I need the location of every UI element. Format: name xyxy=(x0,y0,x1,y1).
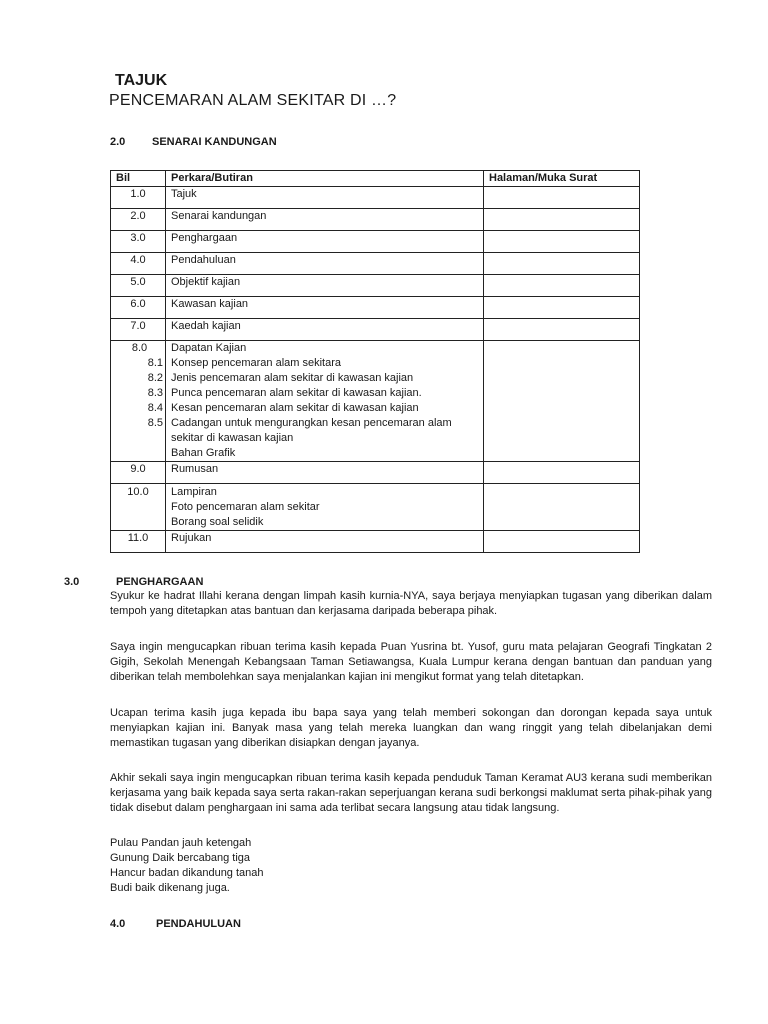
table-row xyxy=(111,297,640,319)
row-bil: 4.0 xyxy=(111,253,166,275)
table-header-row xyxy=(111,171,640,187)
row-item: Rujukan xyxy=(166,531,484,553)
row-item: Kawasan kajian xyxy=(166,297,484,319)
row-item-findings xyxy=(166,341,484,462)
row-page xyxy=(484,297,640,319)
pantun-line: Pulau Pandan jauh ketengah xyxy=(110,837,252,849)
row-page xyxy=(484,319,640,341)
row-page xyxy=(484,484,640,531)
row-page xyxy=(484,209,640,231)
table-row xyxy=(111,319,640,341)
row-page xyxy=(484,187,640,209)
sub-item-graphics: Bahan Grafik xyxy=(171,447,236,459)
contents-section-title: SENARAI KANDUNGAN xyxy=(152,136,277,148)
sub-number: 8.5 xyxy=(147,417,163,429)
header-perkara: Perkara/Butiran xyxy=(166,171,484,187)
table-row xyxy=(111,462,640,484)
sub-item: Cadangan untuk mengurangkan kesan pencemaran alam xyxy=(171,417,452,429)
row-item: Lampiran xyxy=(171,486,217,498)
row-item: Kaedah kajian xyxy=(166,319,484,341)
table-row xyxy=(111,253,640,275)
row-bil: 11.0 xyxy=(111,531,166,553)
table-row-findings xyxy=(111,341,640,462)
pantun-line: Budi baik dikenang juga. xyxy=(110,882,230,894)
table-row xyxy=(111,275,640,297)
row-page xyxy=(484,253,640,275)
sub-item: Foto pencemaran alam sekitar xyxy=(171,501,320,513)
title-label: TAJUK xyxy=(115,72,168,89)
row-bil: 6.0 xyxy=(111,297,166,319)
acknowledgement-paragraph: Saya ingin mengucapkan ribuan terima kasih kepada Puan Yusrina bt. Yusof, guru mata pelajaran Geografi Tingkatan 2 Gigih, Sekolah Menengah Kebangsaan Taman Setiawangsa, Kuala Lumpur kerana dengan bantuan dan panduan yang diberikan telah membolehkan saya menjalankan kajian ini mengikut format yang telah ditetapkan. xyxy=(110,641,712,683)
pantun-verse xyxy=(110,836,264,896)
sub-number: 8.2 xyxy=(147,372,163,384)
row-bil: 3.0 xyxy=(111,231,166,253)
header-halaman: Halaman/Muka Surat xyxy=(484,171,640,187)
contents-table xyxy=(110,170,640,553)
row-page xyxy=(484,231,640,253)
sub-number: 8.1 xyxy=(147,357,163,369)
row-page xyxy=(484,531,640,553)
row-bil: 9.0 xyxy=(111,462,166,484)
row-page xyxy=(484,341,640,462)
pantun-line: Hancur badan dikandung tanah xyxy=(110,867,264,879)
table-row-appendix xyxy=(111,484,640,531)
sub-number: 8.4 xyxy=(147,402,163,414)
document-subtitle: PENCEMARAN ALAM SEKITAR DI …? xyxy=(109,92,397,109)
row-bil: 5.0 xyxy=(111,275,166,297)
row-bil: 1.0 xyxy=(111,187,166,209)
intro-section-number: 4.0 xyxy=(110,918,126,930)
row-page xyxy=(484,275,640,297)
sub-item: Konsep pencemaran alam sekitara xyxy=(171,357,341,369)
acknowledgement-paragraph: Syukur ke hadrat Illahi kerana dengan limpah kasih kurnia-NYA, saya berjaya menyiapkan tugasan yang diberikan dalam tempoh yang ditetapkan atas bantuan dan kerjasama daripada beberapa pihak. xyxy=(110,590,712,617)
sub-number: 8.3 xyxy=(147,387,163,399)
row-bil: 10.0 xyxy=(111,484,166,531)
acknowledgement-paragraph: Ucapan terima kasih juga kepada ibu bapa saya yang telah memberi sokongan dan dorongan kepada saya untuk menyiapkan kajian ini. Banyak masa yang telah mereka luangkan dan wang ringgit yang telah dibelanjakan demi memastikan tugasan yang diberikan disiapkan dengan jayanya. xyxy=(110,707,712,749)
table-row xyxy=(111,187,640,209)
row-item: Objektif kajian xyxy=(166,275,484,297)
sub-item: Jenis pencemaran alam sekitar di kawasan kajian xyxy=(171,372,414,384)
row-item: Dapatan Kajian xyxy=(171,342,247,354)
acknowledgement-section-number: 3.0 xyxy=(64,576,80,588)
row-bil: 2.0 xyxy=(111,209,166,231)
sub-item-continuation: sekitar di kawasan kajian xyxy=(171,432,294,444)
sub-item: Borang soal selidik xyxy=(171,516,264,528)
table-row xyxy=(111,531,640,553)
contents-section-number: 2.0 xyxy=(110,136,126,148)
table-row xyxy=(111,209,640,231)
row-item: Senarai kandungan xyxy=(166,209,484,231)
row-item: Pendahuluan xyxy=(166,253,484,275)
header-bil: Bil xyxy=(111,171,166,187)
row-item-appendix xyxy=(166,484,484,531)
sub-item: Punca pencemaran alam sekitar di kawasan kajian. xyxy=(171,387,422,399)
table-row xyxy=(111,231,640,253)
row-bil: 7.0 xyxy=(111,319,166,341)
row-page xyxy=(484,462,640,484)
sub-item: Kesan pencemaran alam sekitar di kawasan kajian xyxy=(171,402,419,414)
pantun-line: Gunung Daik bercabang tiga xyxy=(110,852,251,864)
acknowledgement-paragraph: Akhir sekali saya ingin mengucapkan ribuan terima kasih kepada penduduk Taman Keramat AU3 kerana sudi memberikan kerjasama yang baik kepada saya serta rakan-rakan seperjuangan kerana sudi berkongsi maklumat serta pihak-pihak yang tidak disebut dalam penghargaan ini sama ada terlibat secara langsung atau tidak langsung. xyxy=(110,772,712,814)
row-bil: 8.0 xyxy=(131,342,148,354)
row-bil-findings xyxy=(111,341,166,462)
intro-section-title: PENDAHULUAN xyxy=(156,918,241,930)
row-item: Penghargaan xyxy=(166,231,484,253)
row-item: Tajuk xyxy=(166,187,484,209)
row-item: Rumusan xyxy=(166,462,484,484)
acknowledgement-section-title: PENGHARGAAN xyxy=(116,576,204,588)
